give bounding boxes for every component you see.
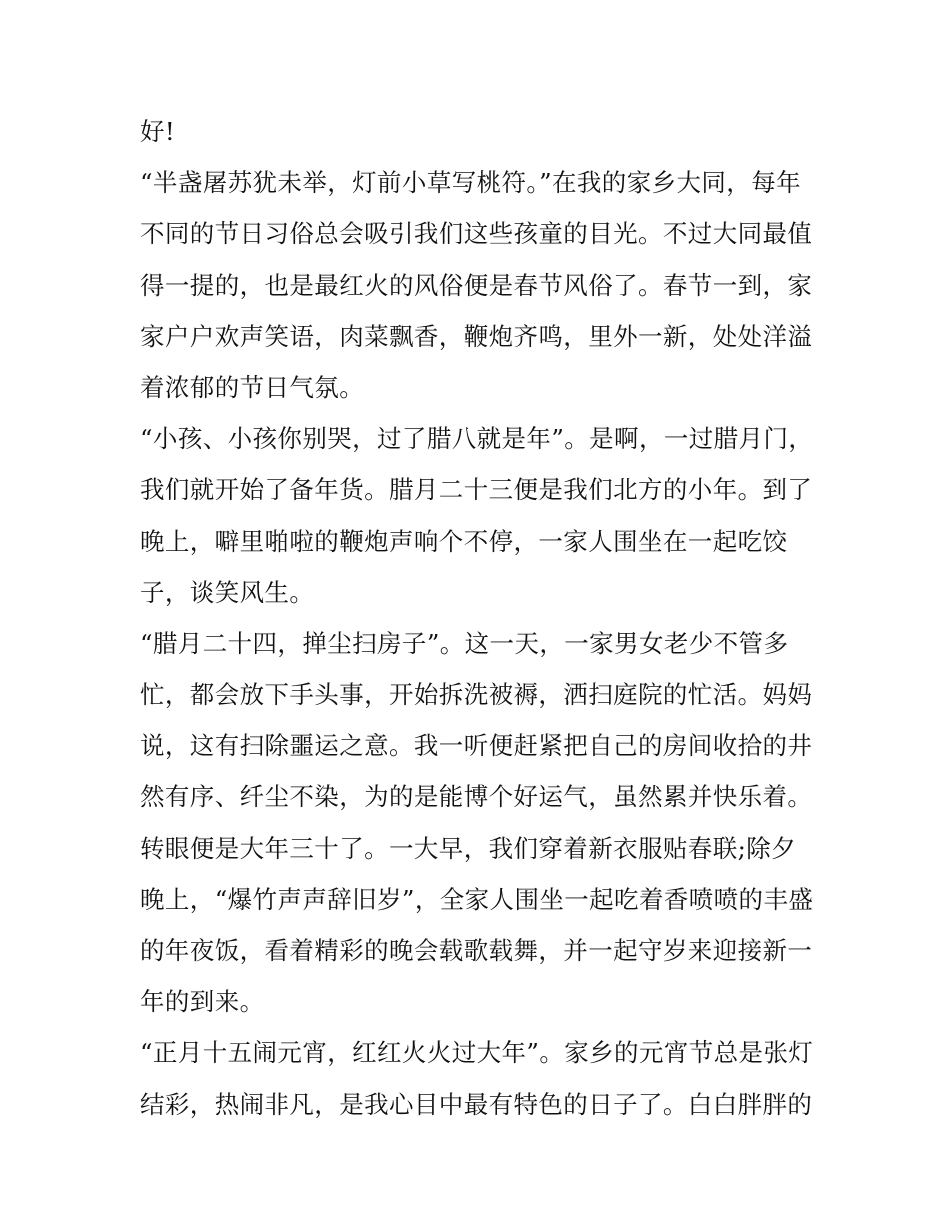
text-line: 家户户欢声笑语，肉菜飘香，鞭炮齐鸣，里外一新，处处洋溢 bbox=[140, 321, 813, 351]
text-line: 得一提的，也是最红火的风俗便是春节风俗了。春节一到，家 bbox=[140, 270, 813, 300]
text-line: 不同的节日习俗总会吸引我们这些孩童的目光。不过大同最值 bbox=[140, 219, 813, 249]
text-line: 转眼便是大年三十了。一大早，我们穿着新衣服贴春联;除夕 bbox=[140, 833, 797, 863]
text-line: 晚上，“爆竹声声辞旧岁”，全家人围坐一起吃着香喷喷的丰盛 bbox=[140, 884, 814, 914]
text-line: 结彩，热闹非凡，是我心目中最有特色的日子了。白白胖胖的 bbox=[140, 1089, 813, 1119]
text-line: “半盏屠苏犹未举，灯前小草写桃符。”在我的家乡大同，每年 bbox=[140, 168, 801, 198]
text-line: 的年夜饭，看着精彩的晚会载歌载舞，并一起守岁来迎接新一 bbox=[140, 936, 813, 965]
text-line: 忙，都会放下手头事，开始拆洗被褥，洒扫庭院的忙活。妈妈 bbox=[140, 680, 813, 710]
text-line: 说，这有扫除噩运之意。我一听便赶紧把自己的房间收拾的井 bbox=[140, 731, 813, 761]
text-line: 我们就开始了备年货。腊月二十三便是我们北方的小年。到了 bbox=[140, 475, 813, 505]
text-line: 子，谈笑风生。 bbox=[140, 577, 315, 607]
text-line: 然有序、纤尘不染，为的是能博个好运气，虽然累并快乐着。 bbox=[140, 782, 813, 812]
text-line: “正月十五闹元宵，红红火火过大年”。家乡的元宵节总是张灯 bbox=[140, 1038, 814, 1068]
text-line: 好! bbox=[140, 117, 176, 146]
text-line: “腊月二十四，掸尘扫房子”。这一天，一家男女老少不管多 bbox=[140, 628, 789, 658]
text-line: 年的到来。 bbox=[140, 987, 265, 1017]
text-line: 晚上，噼里啪啦的鞭炮声响个不停，一家人围坐在一起吃饺 bbox=[140, 526, 788, 556]
text-line: 着浓郁的节日气氛。 bbox=[140, 372, 365, 402]
document-body bbox=[140, 110, 820, 1134]
text-line: “小孩、小孩你别哭，过了腊八就是年”。是啊，一过腊月门， bbox=[140, 424, 814, 454]
